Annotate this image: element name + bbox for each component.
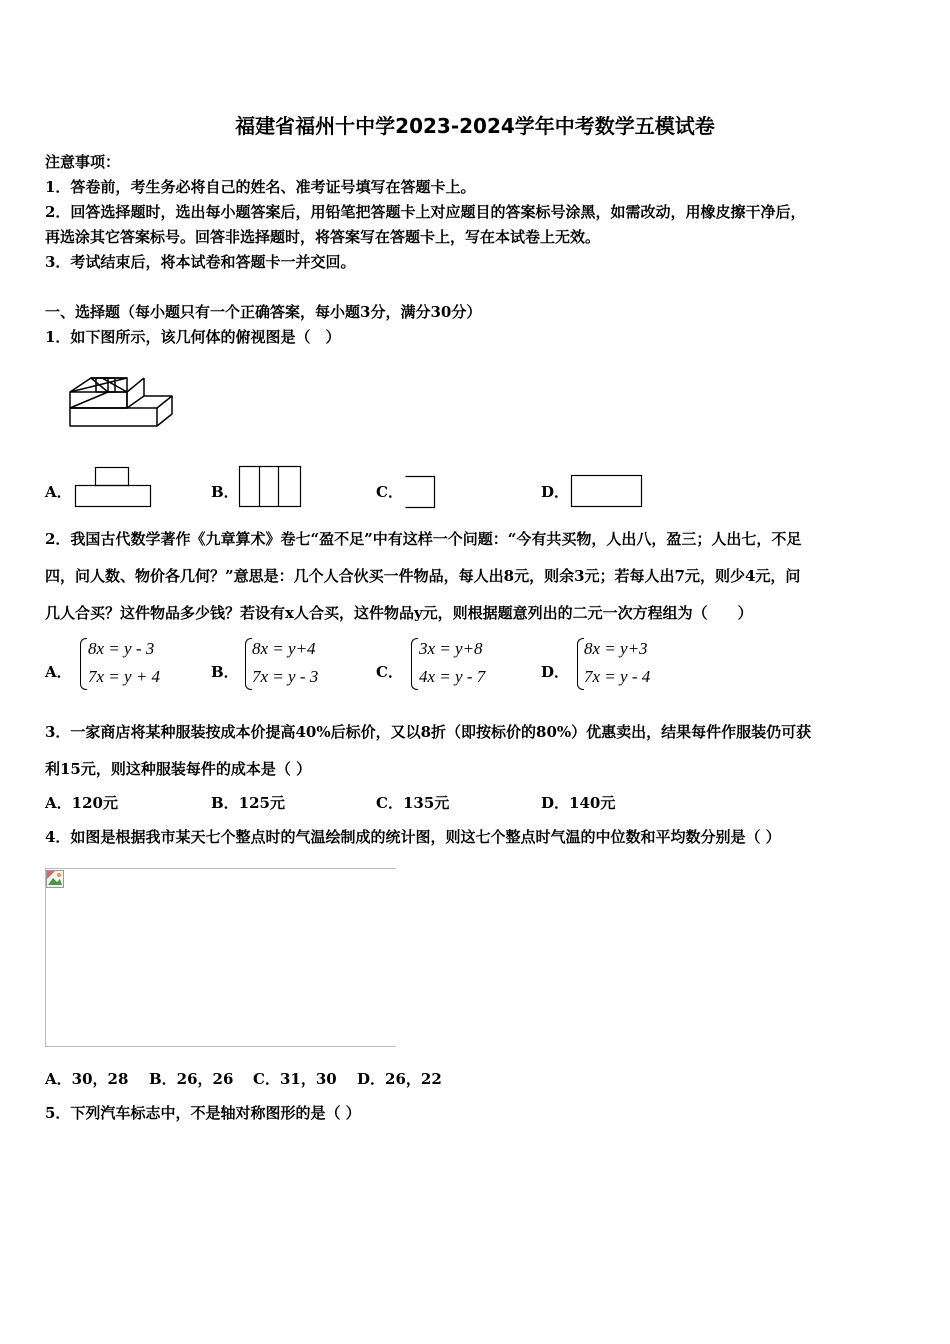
question-1-text: 1．如下图所示，该几何体的俯视图是（ ） <box>45 328 341 346</box>
q1-option-d-label[interactable]: D． <box>541 483 570 501</box>
q2-option-d-eq-1: 8x = y+3 <box>584 639 648 658</box>
q1-option-b-label[interactable]: B． <box>211 483 239 501</box>
q2-option-c-eq-1: 3x = y+8 <box>419 639 483 658</box>
solid-figure-3d <box>60 370 180 435</box>
q2-option-c-label[interactable]: C． <box>376 663 403 681</box>
q2-option-d-brace <box>577 638 584 690</box>
q1-option-b-figure <box>238 465 304 510</box>
q4-option-c[interactable]: C．31，30 <box>253 1070 337 1088</box>
q3-option-d[interactable]: D．140元 <box>541 794 616 812</box>
q1-option-a-figure <box>74 465 154 510</box>
q2-option-b-eq-1: 8x = y+4 <box>252 639 316 658</box>
q2-option-d-label[interactable]: D． <box>541 663 570 681</box>
q2-option-c-eq-2: 4x = y - 7 <box>419 667 486 686</box>
q1-option-a-label[interactable]: A． <box>45 483 72 501</box>
q2-option-a-brace <box>80 638 87 690</box>
notice-line-4: 3．考试结束后，将本试卷和答题卡一并交回。 <box>45 253 356 271</box>
page-title: 福建省福州十中学2023-2024学年中考数学五模试卷 <box>235 114 715 138</box>
q2-option-b-eq-2: 7x = y - 3 <box>252 667 319 686</box>
question-4-text: 4．如图是根据我市某天七个整点时的气温绘制成的统计图，则这七个整点时气温的中位数和平均数分别是（ ） <box>45 828 781 846</box>
q1-option-c-figure <box>404 475 438 511</box>
q2-option-d-eq-2: 7x = y - 4 <box>584 667 651 686</box>
section-heading: 一、选择题（每小题只有一个正确答案，每小题3分，满分30分） <box>45 303 482 321</box>
q4-option-b[interactable]: B．26，26 <box>149 1070 234 1088</box>
q2-option-a-eq-2: 7x = y + 4 <box>88 667 161 686</box>
question-2-line-3: 几人合买？这件物品多少钱？若设有x人合买，这件物品y元，则根据题意列出的二元一次方程组为（ ） <box>45 604 753 622</box>
q2-option-b-brace <box>245 638 252 690</box>
question-5-text: 5．下列汽车标志中，不是轴对称图形的是（ ） <box>45 1104 361 1122</box>
q2-option-b-label[interactable]: B． <box>211 663 239 681</box>
q4-option-a[interactable]: A．30，28 <box>45 1070 129 1088</box>
notice-line-3: 再选涂其它答案标号。回答非选择题时，将答案写在答题卡上，写在本试卷上无效。 <box>45 228 601 246</box>
question-3-line-2: 利15元，则这种服装每件的成本是（ ） <box>45 760 312 778</box>
q1-option-d-figure <box>570 474 645 510</box>
question-2-line-2: 四，问人数、物价各几何？”意思是：几个人合伙买一件物品，每人出8元，则余3元；若每人出7元，则少4元，问 <box>45 567 801 585</box>
q4-option-d[interactable]: D．26，22 <box>357 1070 442 1088</box>
q3-option-b[interactable]: B．125元 <box>211 794 285 812</box>
q1-option-c-label[interactable]: C． <box>376 483 403 501</box>
notice-line-1: 1．答卷前，考生务必将自己的姓名、准考证号填写在答题卡上。 <box>45 178 476 196</box>
q2-option-a-label[interactable]: A． <box>45 663 72 681</box>
broken-image-icon <box>46 870 64 888</box>
question-3-line-1: 3．一家商店将某种服装按成本价提高40%后标价，又以8折（即按标价的80%）优惠卖出，结果每件作服装仍可获 <box>45 723 812 741</box>
q3-option-a[interactable]: A．120元 <box>45 794 118 812</box>
question-2-line-1: 2．我国古代数学著作《九章算术》卷七“盈不足”中有这样一个问题：“今有共买物，人出八，盈三；人出七，不足 <box>45 530 802 548</box>
q2-option-a-eq-1: 8x = y - 3 <box>88 639 155 658</box>
temperature-chart-image-placeholder <box>45 868 396 1047</box>
notice-line-2: 2．回答选择题时，选出每小题答案后，用铅笔把答题卡上对应题目的答案标号涂黑，如需改动，用橡皮擦干净后， <box>45 203 806 221</box>
notice-heading: 注意事项： <box>45 153 121 171</box>
q2-option-c-brace <box>411 638 418 690</box>
q3-option-c[interactable]: C．135元 <box>376 794 450 812</box>
